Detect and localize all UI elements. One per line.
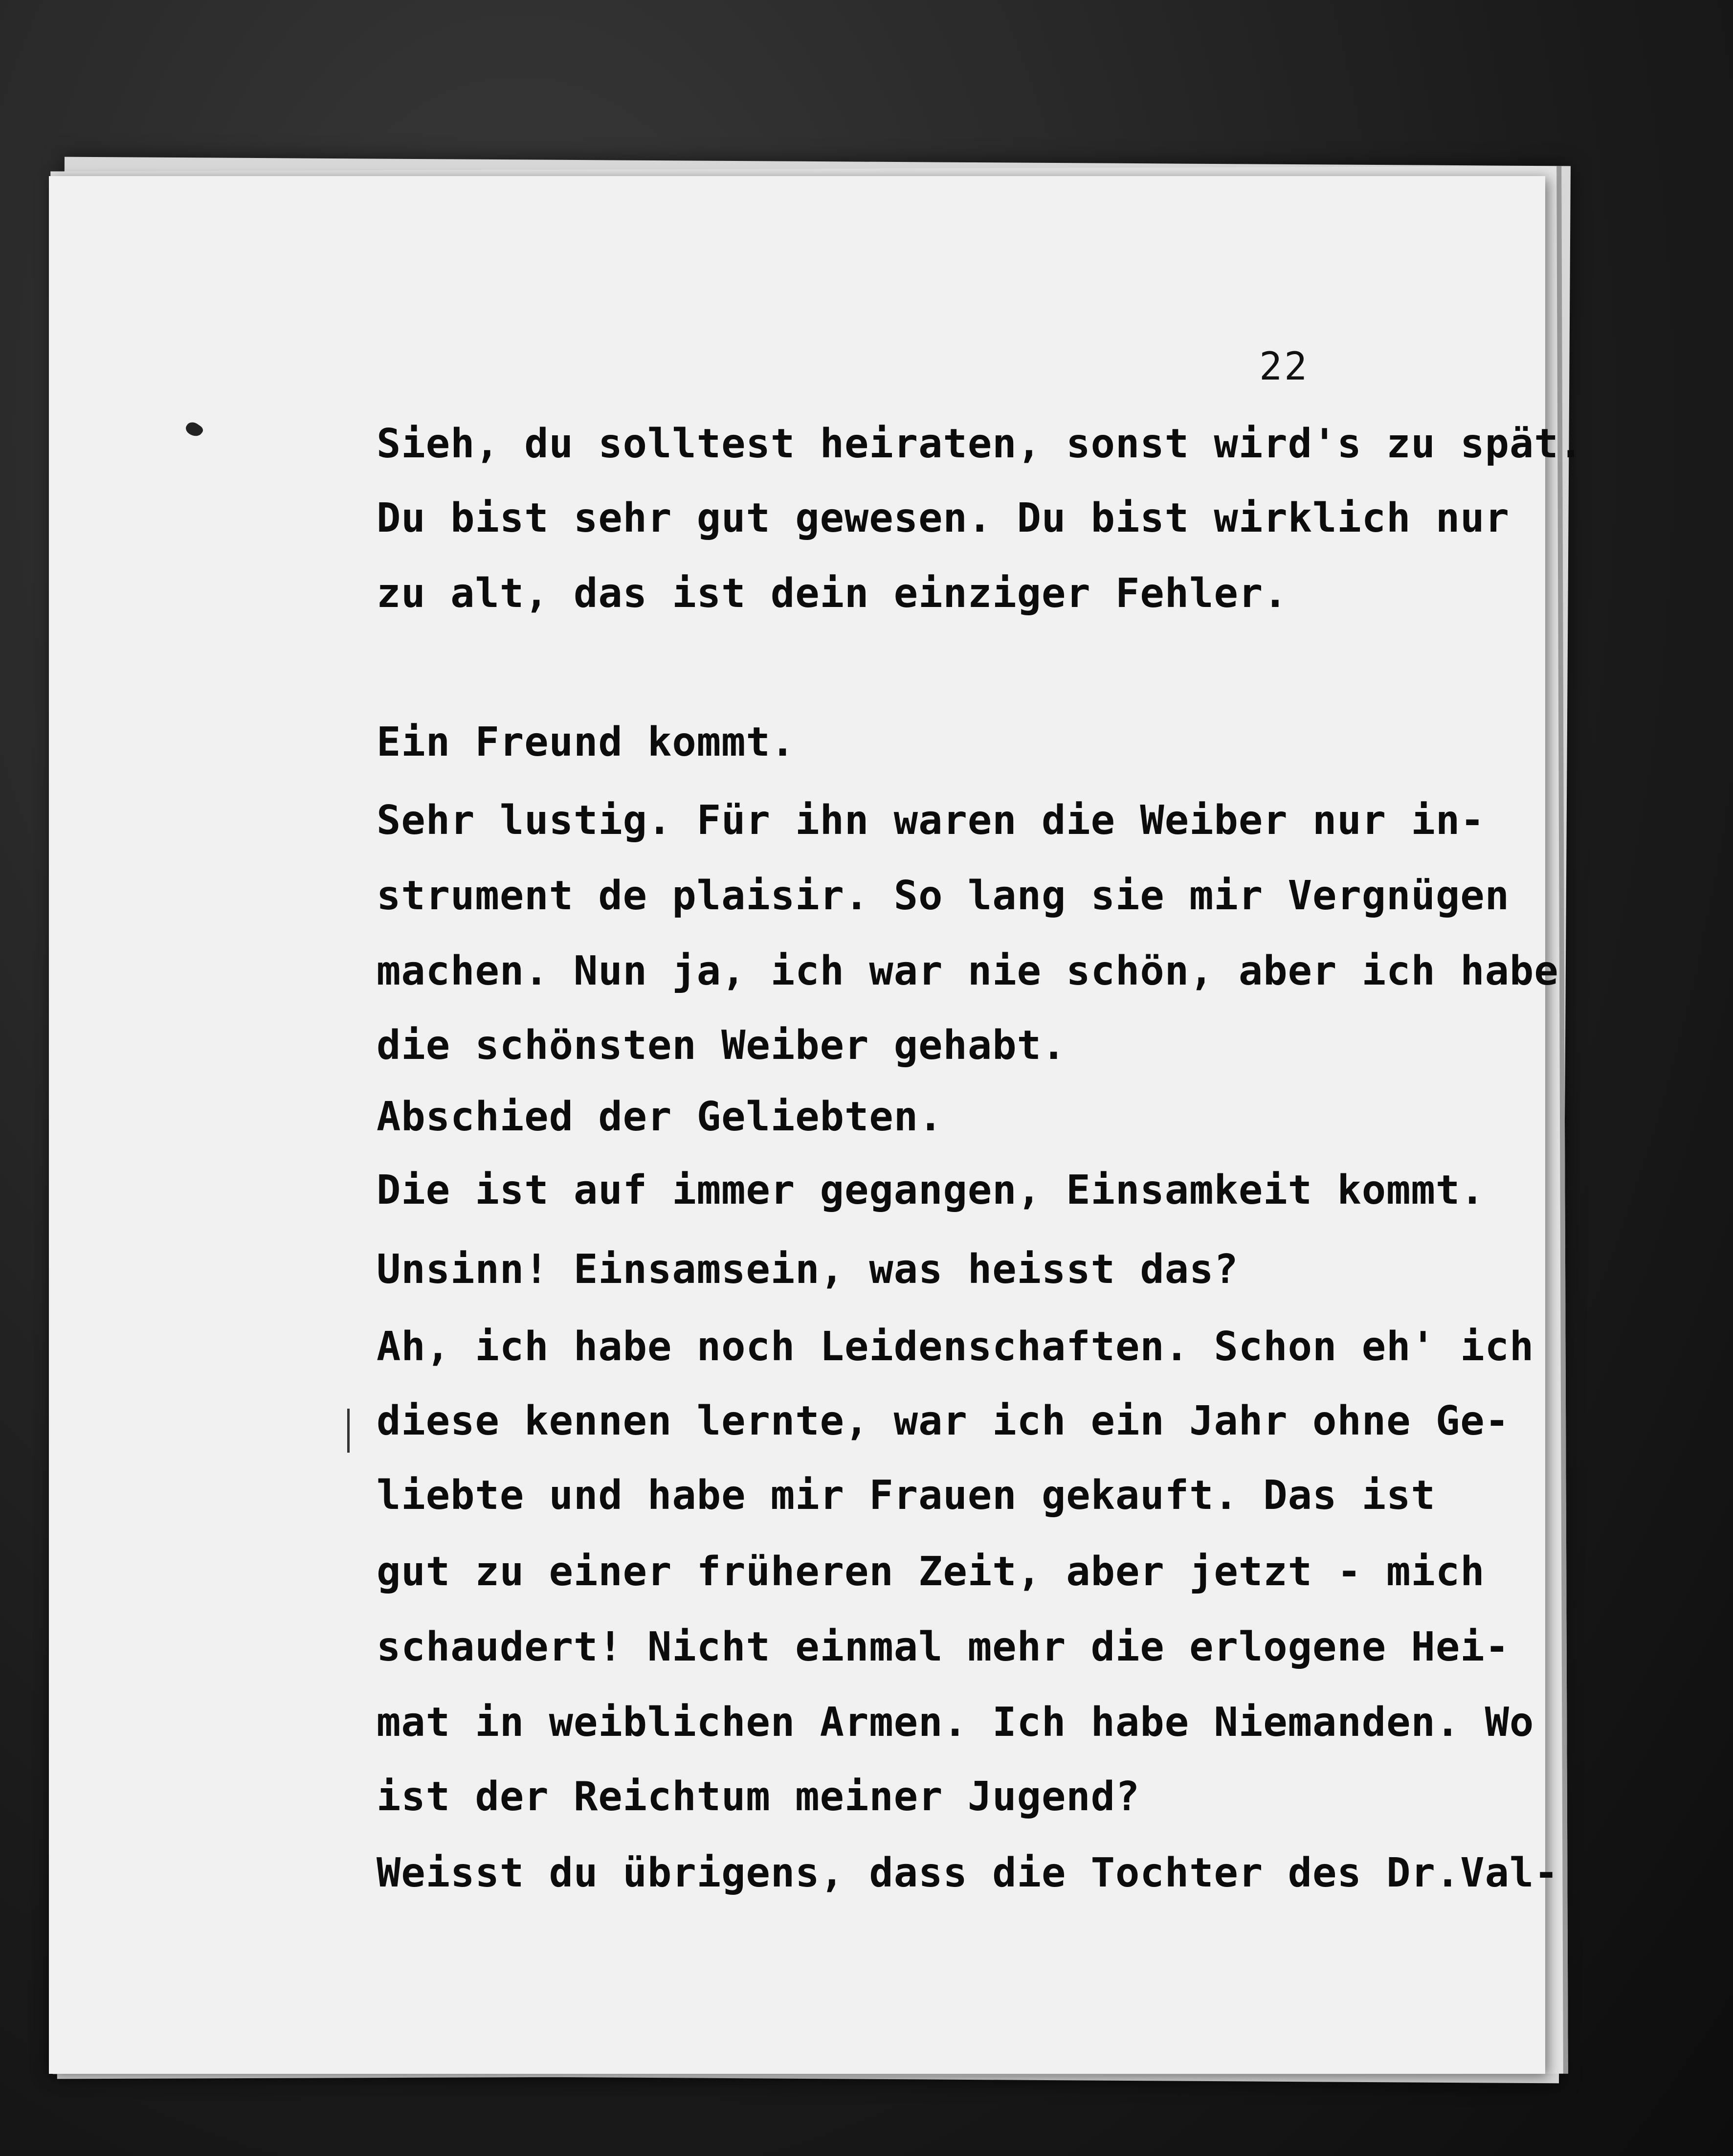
text-line: Unsinn! Einsamsein, was heisst das? — [377, 1246, 1239, 1293]
text-line: schaudert! Nicht einmal mehr die erlogene Hei- — [377, 1624, 1510, 1670]
text-line: Sieh, du solltest heiraten, sonst wird's zu spät. — [377, 421, 1584, 467]
margin-mark — [347, 1409, 350, 1453]
text-line: mat in weiblichen Armen. Ich habe Niemanden. Wo — [377, 1699, 1534, 1746]
text-line: Abschied der Geliebten. — [377, 1094, 943, 1140]
text-line: diese kennen lernte, war ich ein Jahr ohne Ge- — [377, 1398, 1510, 1444]
text-line: Ein Freund kommt. — [377, 719, 796, 765]
text-line: zu alt, das ist dein einziger Fehler. — [377, 570, 1288, 617]
text-line: ist der Reichtum meiner Jugend? — [377, 1774, 1140, 1820]
text-line: Du bist sehr gut gewesen. Du bist wirklich nur — [377, 495, 1510, 541]
text-line: liebte und habe mir Frauen gekauft. Das ist — [377, 1472, 1436, 1519]
text-line: Ah, ich habe noch Leidenschaften. Schon eh' ich — [377, 1324, 1534, 1370]
text-line: Sehr lustig. Für ihn waren die Weiber nur in- — [377, 797, 1485, 844]
text-line: machen. Nun ja, ich war nie schön, aber ich habe — [377, 948, 1559, 994]
text-line: gut zu einer früheren Zeit, aber jetzt - mich — [377, 1549, 1485, 1595]
text-line: Die ist auf immer gegangen, Einsamkeit kommt. — [377, 1167, 1485, 1213]
text-line: die schönsten Weiber gehabt. — [377, 1022, 1066, 1069]
page-number: 22 — [1259, 345, 1309, 389]
text-line: Weisst du übrigens, dass die Tochter des Dr.Val- — [377, 1850, 1559, 1896]
ink-blot — [184, 420, 205, 440]
text-line: strument de plaisir. So lang sie mir Vergnügen — [377, 873, 1510, 919]
